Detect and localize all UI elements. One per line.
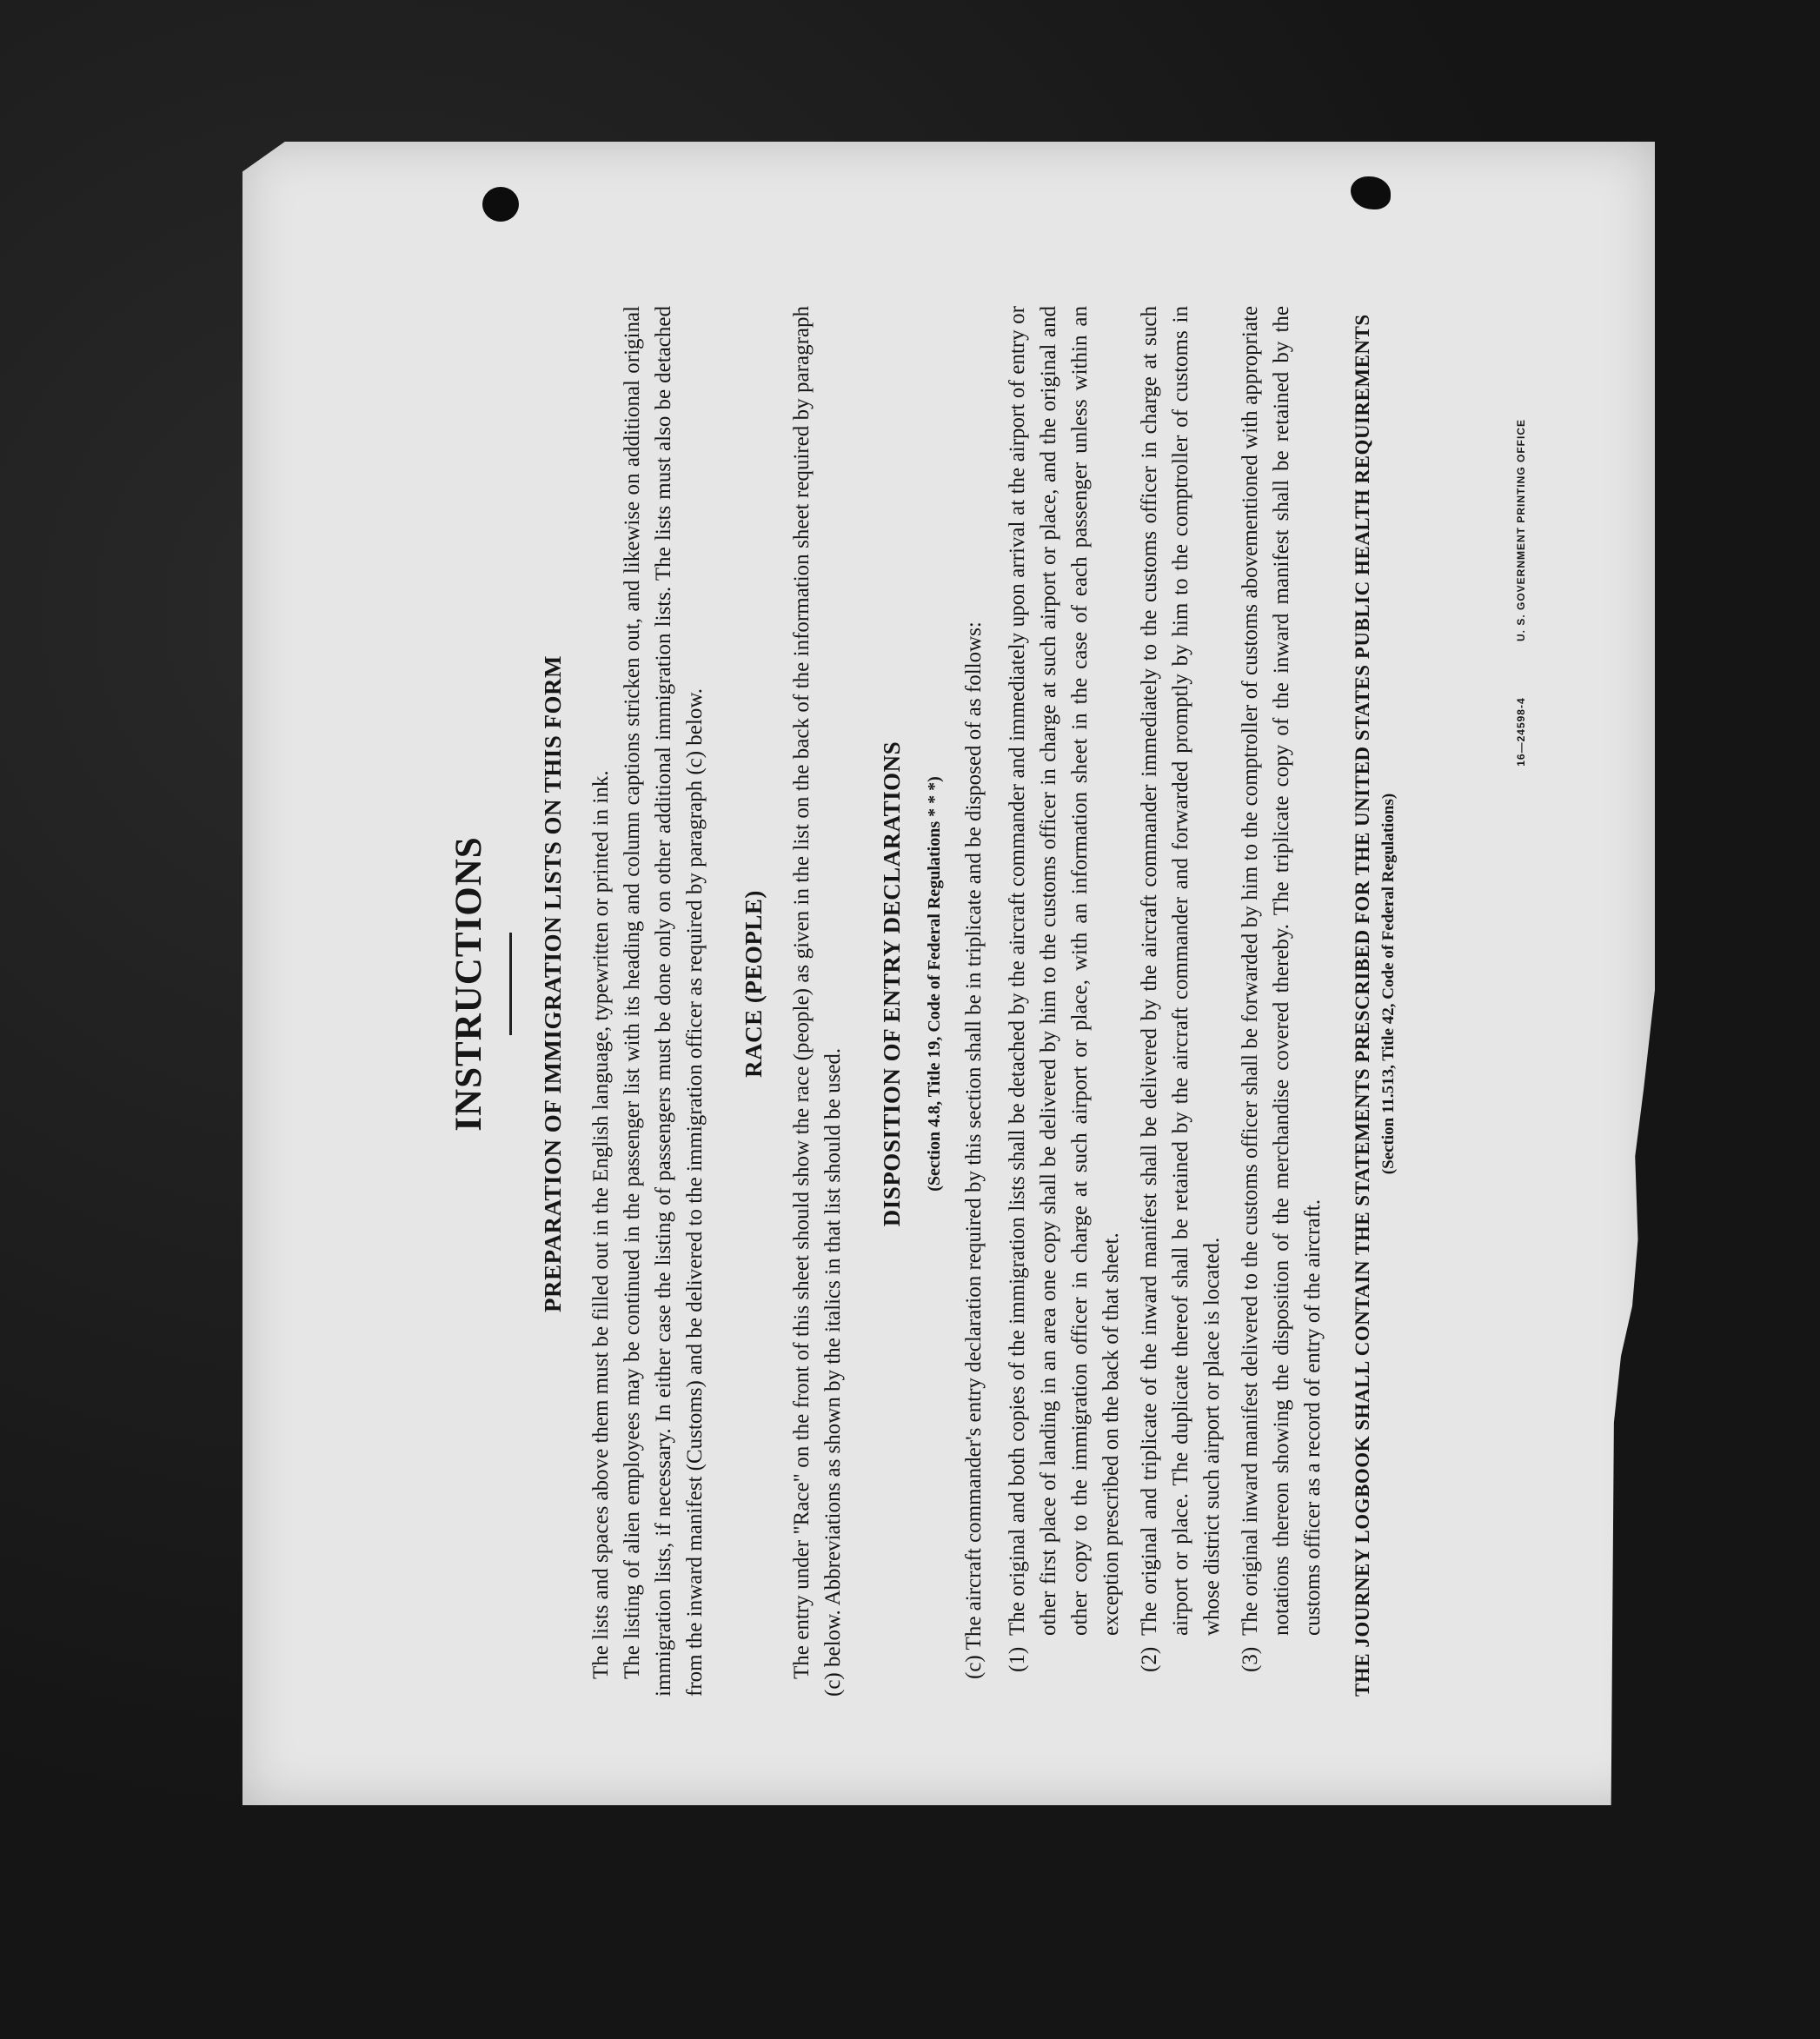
list-item-text: The original inward manifest delivered to the customs officer shall be forwarded by him to the comptroller of customs abovementioned with appropriate notations thereon showing the disposition of the merchandise covered thereby. The triplicate copy of the inward manifest shall be retained by the customs officer as a record of entry of the aircraft. <box>1239 306 1325 1636</box>
page-title: INSTRUCTIONS <box>448 836 489 1132</box>
list-item <box>1002 306 1127 1672</box>
form-code: 16—24598-4 <box>1515 697 1527 767</box>
footer-citation: (Section 11.513, Title 42, Code of Federal Regulations) <box>1379 793 1398 1175</box>
printer-imprint <box>1515 419 1527 767</box>
title-divider <box>509 933 512 1035</box>
punch-hole-top <box>482 187 519 222</box>
list-item-number: (3) <box>1239 1646 1262 1672</box>
list-item-text: The original and triplicate of the inward manifest shall be delivered by the aircraft commander immediately to the customs officer in charge at such airport or place. The duplicate thereof shall be retained by the aircraft commander and forwarded promptly by him to the comptroller of customs in whose district such airport or place is located. <box>1138 306 1224 1636</box>
section-heading-disposition: DISPOSITION OF ENTRY DECLARATIONS <box>879 741 905 1227</box>
list-item <box>1134 306 1228 1672</box>
instructions-page <box>282 271 1527 1697</box>
section-heading-race: RACE (PEOPLE) <box>741 890 767 1078</box>
disposition-citation: (Section 4.8, Title 19, Code of Federal Regulations * * *) <box>925 776 944 1192</box>
punch-hole-bottom <box>1351 176 1391 209</box>
footer-requirement: THE JOURNEY LOGBOOK SHALL CONTAIN THE STATEMENTS PRESCRIBED FOR THE UNITED STATES PUBLIC HEALTH REQUIREMENTS <box>1352 314 1373 1697</box>
preparation-paragraph-2: The listing of alien employees may be continued in the passenger list with its heading and column captions stricken out, and likewise on additional original immigration lists, if necessary. In either case the listing of passengers must be done only on other additional immigration lists. The lists must also be detached from the inward manifest (Customs) and be delivered to the immigration officer as required by paragraph (c) below. <box>621 306 707 1697</box>
printing-office: U. S. GOVERNMENT PRINTING OFFICE <box>1515 419 1527 642</box>
disposition-intro: (c) The aircraft commander's entry declaration required by this section shall be in triplicate and be disposed of as follows: <box>962 621 986 1679</box>
list-item <box>1235 306 1329 1672</box>
preparation-paragraph-1: The lists and spaces above them must be filled out in the English language, typewritten or printed in ink. <box>589 770 613 1679</box>
race-paragraph: The entry under "Race" on the front of this sheet should show the race (people) as given in the list on the back of the information sheet required by paragraph (c) below. Abbreviations as shown by the italics in that list should be used. <box>790 306 845 1697</box>
list-item-number: (2) <box>1138 1646 1161 1672</box>
section-heading-preparation: PREPARATION OF IMMIGRATION LISTS ON THIS FORM <box>540 654 566 1313</box>
list-item-text: The original and both copies of the immigration lists shall be detached by the aircraft commander and immediately upon arrival at the airport of entry or other first place of landing in an area one copy shall be delivered by him to the customs officer in charge at such airport or place, and the original and other copy to the immigration officer in charge at such airport or place, with an information sheet in the case of each passenger unless within an exception prescribed on the back of that sheet. <box>1006 306 1123 1636</box>
list-item-number: (1) <box>1006 1646 1029 1672</box>
